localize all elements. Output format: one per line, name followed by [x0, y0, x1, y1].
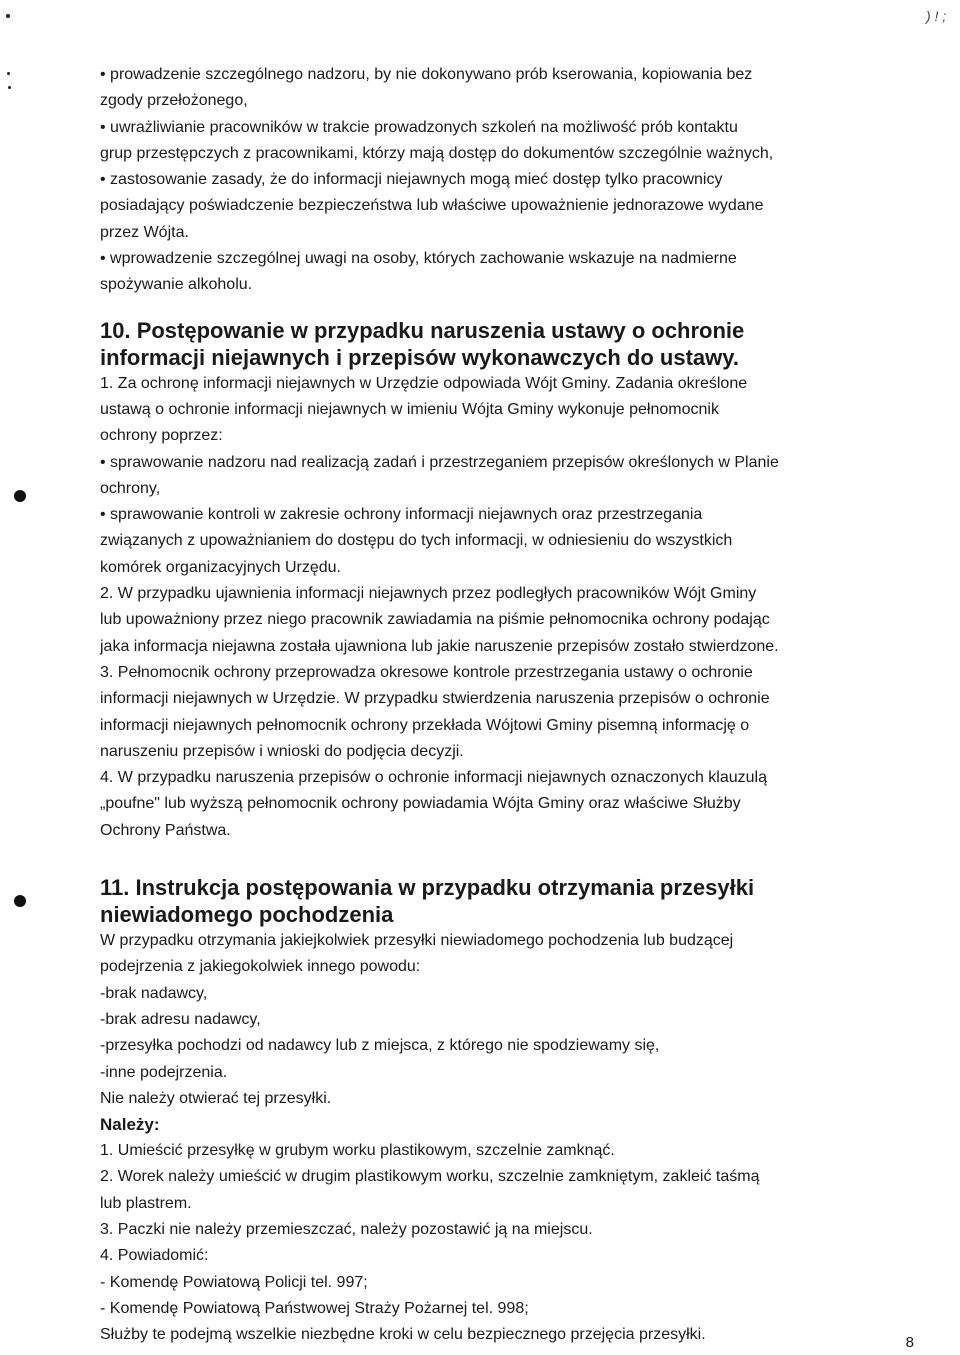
section-11: [100, 874, 930, 1348]
section-heading: informacji niejawnych i przepisów wykonawczych do ustawy.: [100, 344, 739, 370]
text-line: • prowadzenie szczególnego nadzoru, by nie dokonywano prób kserowania, kopiowania bez: [100, 66, 753, 83]
text-line: 3. Paczki nie należy przemieszczać, należy pozostawić ją na miejscu.: [100, 1220, 593, 1238]
text-line: posiadający poświadczenie bezpieczeństwa lub właściwe upoważnienie jednorazowe wydane: [100, 197, 764, 215]
text-line: - Komendę Powiatową Państwowej Straży Pożarnej tel. 998;: [100, 1299, 529, 1317]
section-heading: 10. Postępowanie w przypadku naruszenia ustawy o ochronie: [100, 317, 745, 343]
text-line: W przypadku otrzymania jakiejkolwiek przesyłki niewiadomego pochodzenia lub budzącej: [100, 932, 734, 950]
text-line: -przesyłka pochodzi od nadawcy lub z miejsca, z którego nie spodziewamy się,: [100, 1037, 660, 1055]
text-line: • sprawowanie kontroli w zakresie ochrony informacji niejawnych oraz przestrzegania: [100, 506, 703, 524]
text-line: • uwrażliwianie pracowników w trakcie prowadzonych szkoleń na możliwość prób kontaktu: [100, 118, 738, 136]
text-line: 3. Pełnomocnik ochrony przeprowadza okresowe kontrole przestrzegania ustawy o ochronie: [100, 663, 753, 681]
text-line: lub upoważniony przez niego pracownik zawiadamia na piśmie pełnomocnika ochrony podając: [100, 611, 770, 629]
text-line: zgody przełożonego,: [100, 92, 248, 110]
text-line: spożywanie alkoholu.: [100, 276, 253, 294]
text-line: -brak adresu nadawcy,: [100, 1010, 261, 1028]
text-line: • wprowadzenie szczególnej uwagi na osoby, których zachowanie wskazuje na nadmierne: [100, 250, 737, 268]
intro-list: [100, 62, 930, 299]
text-line: lub plastrem.: [100, 1194, 192, 1212]
text-line: ustawą o ochronie informacji niejawnych w imieniu Wójta Gminy wykonuje pełnomocnik: [100, 400, 719, 418]
text-line: ochrony,: [100, 479, 161, 497]
text-line: -inne podejrzenia.: [100, 1063, 228, 1081]
text-line: Ochrony Państwa.: [100, 821, 231, 839]
text-line: informacji niejawnych pełnomocnik ochrony przekłada Wójtowi Gminy pisemną informację o: [100, 716, 750, 734]
section-heading: niewiadomego pochodzenia: [100, 902, 394, 928]
subheading: Należy:: [100, 1115, 160, 1135]
text-line: -brak nadawcy,: [100, 984, 208, 1002]
text-line: „poufne" lub wyższą pełnomocnik ochrony powiadamia Wójta Gminy oraz właściwe Służby: [100, 795, 741, 813]
text-line: grup przestępczych z pracownikami, którzy mają dostęp do dokumentów szczególnie ważnych,: [100, 144, 774, 162]
punch-hole-mark: [14, 895, 26, 907]
text-line: Nie należy otwierać tej przesyłki.: [100, 1089, 332, 1107]
text-line: ochrony poprzez:: [100, 427, 223, 445]
text-line: przez Wójta.: [100, 223, 189, 241]
text-line: związanych z upoważnianiem do dostępu do tych informacji, w odniesieniu do wszystkich: [100, 532, 733, 550]
text-line: 1. Umieścić przesyłkę w grubym worku plastikowym, szczelnie zamknąć.: [100, 1142, 615, 1160]
punch-hole-mark: [14, 490, 26, 502]
text-line: Służby te podejmą wszelkie niezbędne kroki w celu bezpiecznego przejęcia przesyłki.: [100, 1326, 706, 1344]
text-line: komórek organizacyjnych Urzędu.: [100, 558, 341, 576]
text-line: 4. W przypadku naruszenia przepisów o ochronie informacji niejawnych oznaczonych klauzulą: [100, 769, 768, 787]
text-line: 4. Powiadomić:: [100, 1247, 209, 1265]
text-line: naruszeniu przepisów i wnioski do podjęcia decyzji.: [100, 742, 464, 760]
text-line: - Komendę Powiatową Policji tel. 997;: [100, 1273, 368, 1291]
text-line: • zastosowanie zasady, że do informacji niejawnych mogą mieć dostęp tylko pracownicy: [100, 171, 723, 189]
section-heading: 11. Instrukcja postępowania w przypadku otrzymania przesyłki: [100, 875, 755, 901]
text-line: 2. W przypadku ujawnienia informacji niejawnych przez podległych pracowników Wójt Gminy: [100, 585, 757, 603]
text-line: podejrzenia z jakiegokolwiek innego powodu:: [100, 958, 421, 976]
corner-scribble: ) ! ;: [926, 8, 947, 24]
scan-speck: [8, 86, 11, 89]
text-line: jaka informacja niejawna została ujawniona lub jakie naruszenie przepisów zostało stwierdzone.: [100, 637, 779, 655]
section-10: [100, 317, 930, 844]
scan-speck: [7, 72, 10, 75]
text-line: informacji niejawnych w Urzędzie. W przypadku stwierdzenia naruszenia przepisów o ochronie: [100, 690, 770, 708]
text-line: 1. Za ochronę informacji niejawnych w Urzędzie odpowiada Wójt Gminy. Zadania określone: [100, 374, 748, 392]
text-line: • sprawowanie nadzoru nad realizacją zadań i przestrzeganiem przepisów określonych w Planie: [100, 453, 779, 471]
text-line: 2. Worek należy umieścić w drugim plastikowym worku, szczelnie zamkniętym, zakleić taśmą: [100, 1168, 760, 1186]
scan-speck: [6, 14, 10, 18]
page-number: 8: [905, 1334, 914, 1351]
document-body: [100, 62, 930, 1348]
